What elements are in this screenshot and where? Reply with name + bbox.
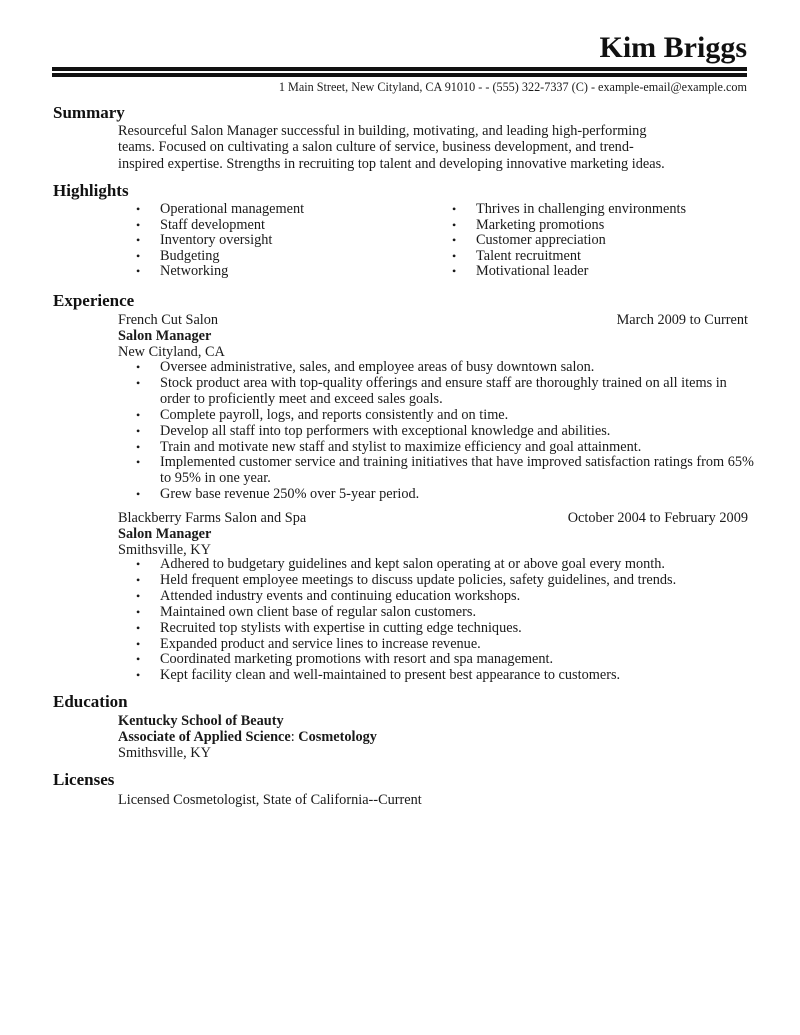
bullet-icon: • [136, 217, 141, 232]
job-bullet [136, 619, 760, 637]
job-bullet [136, 651, 760, 668]
bullet-text: Oversee administrative, sales, and employee areas of busy downtown salon. [160, 359, 595, 375]
bullet-icon: • [136, 360, 141, 374]
job-bullet [136, 406, 760, 424]
highlights-right-list [452, 201, 687, 280]
bullet-text: Grew base revenue 250% over 5-year period. [160, 486, 420, 503]
highlight-item [136, 232, 304, 249]
bullet-icon: • [136, 668, 141, 683]
job-dates: October 2004 to February 2009 [567, 510, 748, 526]
bullet-icon: • [452, 217, 457, 232]
bullet-text: Expanded product and service lines to increase revenue. [160, 635, 481, 652]
header-rule-top [52, 67, 747, 71]
bullet-icon: • [452, 248, 457, 263]
bullet-icon: • [136, 557, 141, 571]
summary-line: Resourceful Salon Manager successful in building, motivating, and leading high-performing [118, 123, 647, 139]
highlight-text: Networking [160, 263, 229, 280]
bullet-icon: • [452, 233, 457, 248]
highlight-text: Thrives in challenging environments [476, 201, 687, 217]
bullet-text: Stock product area with top-quality offerings and ensure staff are thoroughly trained on all items in order to proficiently meet and exceed sales goals. [160, 374, 727, 407]
section-title-highlights: Highlights [53, 181, 129, 200]
license-text: Licensed Cosmetologist, State of California--Current [118, 792, 422, 808]
summary-line: teams. Focused on cultivating a salon culture of service, business development, and trend- [118, 139, 634, 156]
bullet-icon: • [136, 604, 141, 619]
job-header [118, 312, 748, 328]
bullet-text: Complete payroll, logs, and reports consistently and on time. [160, 406, 509, 423]
highlight-item [452, 216, 686, 234]
job-location: New Cityland, CA [118, 344, 225, 360]
job-title: Salon Manager [118, 328, 212, 344]
job-title: Salon Manager [118, 526, 212, 542]
highlight-text: Inventory oversight [160, 232, 273, 249]
bullet-text: Recruited top stylists with expertise in cutting edge techniques. [160, 619, 522, 636]
job-bullets [136, 359, 760, 503]
job-header [118, 510, 748, 526]
bullet-text: Develop all staff into top performers with exceptional knowledge and abilities. [160, 422, 611, 439]
job-bullet [136, 374, 760, 408]
bullet-icon: • [136, 636, 141, 651]
job-dates: March 2009 to Current [616, 312, 748, 328]
degree: Associate of Applied Science [118, 729, 291, 745]
job-bullet [136, 556, 760, 573]
highlight-text: Staff development [160, 216, 265, 233]
bullet-icon: • [136, 588, 141, 603]
highlight-text: Customer appreciation [476, 232, 606, 249]
bullet-text: Coordinated marketing promotions with resort and spa management. [160, 651, 554, 668]
bullet-icon: • [136, 652, 141, 667]
bullet-text: Kept facility clean and well-maintained to present best appearance to customers. [160, 667, 621, 684]
bullet-icon: • [136, 572, 141, 587]
section-title-education: Education [53, 692, 128, 711]
bullet-icon: • [452, 202, 457, 216]
highlight-item [136, 216, 304, 234]
job-bullet [136, 603, 760, 621]
highlight-text: Marketing promotions [476, 216, 605, 233]
degree-separator: : [290, 729, 299, 745]
company-name: French Cut Salon [118, 312, 219, 328]
bullet-icon: • [136, 375, 141, 390]
candidate-name: Kim Briggs [599, 31, 747, 64]
job-bullet [136, 667, 760, 684]
bullet-icon: • [452, 264, 457, 279]
highlight-item [452, 263, 686, 280]
job-bullet [136, 438, 760, 456]
section-title-experience: Experience [53, 291, 135, 310]
highlights-left-list [136, 201, 305, 280]
bullet-icon: • [136, 264, 141, 279]
job-bullet [136, 571, 760, 589]
highlight-text: Talent recruitment [476, 247, 581, 264]
highlight-item [136, 263, 304, 280]
section-title-licenses: Licenses [53, 770, 115, 789]
bullet-text: Train and motivate new staff and stylist to maximize efficiency and goal attainment. [160, 438, 642, 455]
school-name: Kentucky School of Beauty [118, 713, 284, 729]
degree-line [118, 729, 748, 745]
contact-info: 1 Main Street, New Cityland, CA 91010 - - (555) 322-7337 (C) - example-email@example.com [278, 80, 747, 94]
job-bullet [136, 486, 760, 503]
bullet-icon: • [136, 248, 141, 263]
job-bullets [136, 556, 760, 684]
highlight-text: Motivational leader [476, 263, 589, 280]
bullet-text: Adhered to budgetary guidelines and kept salon operating at or above goal every month. [160, 556, 666, 572]
bullet-icon: • [136, 439, 141, 454]
field-of-study: Cosmetology [298, 729, 377, 745]
bullet-icon: • [136, 487, 141, 502]
job-bullet [136, 422, 760, 440]
bullet-icon: • [136, 455, 141, 470]
job-location: Smithsville, KY [118, 542, 211, 558]
bullet-icon: • [136, 202, 141, 216]
bullet-icon: • [136, 620, 141, 635]
job-bullet [136, 635, 760, 653]
summary-text [118, 123, 758, 172]
highlight-item [136, 247, 304, 265]
job-bullet [136, 454, 760, 487]
bullet-icon: • [136, 423, 141, 438]
bullet-text: Maintained own client base of regular salon customers. [160, 603, 477, 620]
section-title-summary: Summary [53, 103, 125, 122]
highlight-item [452, 247, 686, 265]
bullet-icon: • [136, 233, 141, 248]
highlight-text: Budgeting [160, 247, 220, 264]
job-bullet [136, 587, 760, 605]
bullet-text: Attended industry events and continuing education workshops. [160, 587, 521, 604]
header-rule-bottom [52, 73, 747, 77]
highlight-text: Operational management [160, 201, 305, 217]
company-name: Blackberry Farms Salon and Spa [118, 510, 307, 526]
bullet-text: Implemented customer service and training initiatives that have improved satisfaction ratings from 65% to 95% in one year. [160, 454, 754, 487]
highlight-item [452, 232, 686, 249]
school-location: Smithsville, KY [118, 745, 211, 761]
highlight-item [452, 201, 687, 218]
highlight-item [136, 201, 305, 218]
bullet-icon: • [136, 407, 141, 422]
summary-line: inspired expertise. Strengths in recruiting top talent and developing innovative marketing ideas. [118, 155, 665, 172]
bullet-text: Held frequent employee meetings to discuss update policies, safety guidelines, and trends. [160, 571, 677, 588]
job-bullet [136, 359, 760, 376]
